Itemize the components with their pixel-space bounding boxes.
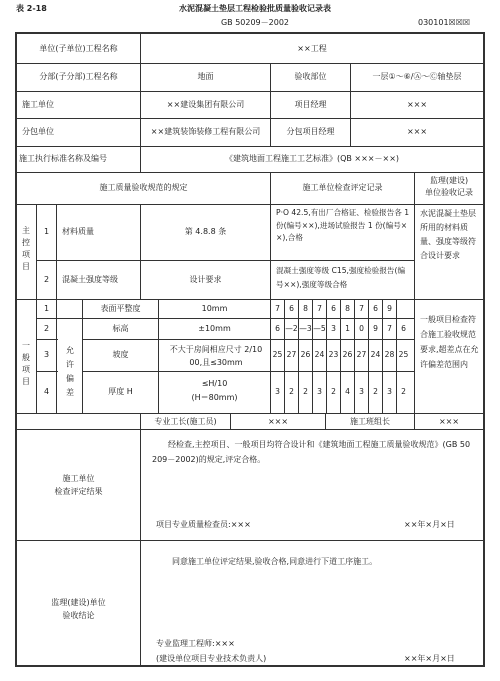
measured-value-cell: 6 — [275, 324, 280, 333]
project-manager-label: 项目经理 — [294, 100, 327, 109]
acceptance-part-value: 一层①～⑥/Ⓐ～Ⓒ轴垫层 — [372, 72, 462, 81]
measured-value-cell: 8 — [345, 304, 350, 313]
sub-project-value: 地面 — [197, 72, 214, 81]
general-row-4-no: 4 — [43, 387, 50, 396]
foreman-label: 专业工长(施工员) — [154, 417, 217, 426]
measured-value-cell: 9 — [387, 304, 392, 313]
measured-value-cell: —3 — [299, 324, 312, 333]
main-control-label: 主控项目 — [22, 226, 30, 271]
supervisor-result-label-line2: 验收结论 — [62, 611, 95, 620]
main-row-2-record: 混凝土强度等级 C15,强度检验报告(编号××),强度等级合格 — [276, 266, 406, 289]
project-manager-value: ××× — [406, 100, 428, 109]
allow-deviation-label: 允许偏差 — [66, 346, 74, 397]
contractor-record-header: 施工单位检查评定记录 — [302, 183, 383, 192]
general-row-4-req: ≤H/10 — [201, 379, 228, 388]
spec-header: 施工质量验收规范的规定 — [99, 183, 188, 192]
general-row-2-item: 标高 — [112, 324, 129, 333]
contractor-result-text: 经检查,主控项目、一般项目均符合设计和《建筑地面工程施工质量验收规范》(GB 50209－2002)的规定,评定合格。 — [152, 440, 471, 464]
measured-value-cell: 7 — [317, 304, 322, 313]
measured-value-cell: 7 — [275, 304, 280, 313]
measured-value-cell: —2 — [285, 324, 298, 333]
measured-value-cell: 24 — [370, 350, 381, 359]
form-code: 030101☒☒☒ — [418, 18, 471, 27]
measured-value-cell: 6 — [331, 304, 336, 313]
main-row-2-req: 设计要求 — [189, 275, 222, 284]
form-title: 水泥混凝土垫层工程检验批质量验收记录表 — [179, 4, 331, 13]
measured-value-cell: 26 — [342, 350, 353, 359]
measured-value-cell: 3 — [275, 387, 280, 396]
sub-project-label: 分部(子分部)工程名称 — [39, 72, 118, 81]
main-supervisor-note: 水泥混凝土垫层所用的材料质量、强度等级符合设计要求 — [420, 209, 476, 260]
measured-value-cell: 7 — [359, 304, 364, 313]
measured-value-cell: 27 — [286, 350, 297, 359]
main-row-1-record: P·O 42.5,有出厂合格证、检验报告各 1 份(编号××),进场试验报告 1 份(编号××),合格 — [276, 208, 410, 242]
general-row-4-req-line2: (H＝80mm) — [191, 393, 238, 402]
measured-value-cell: 24 — [314, 350, 325, 359]
general-row-1-req: 10mm — [201, 304, 228, 313]
owner-tech-lead-note: (建设单位项目专业技术负责人) — [156, 654, 267, 663]
subcontractor-value: ××建筑装饰装修工程有限公司 — [150, 127, 261, 136]
sub-project-manager-value: ××× — [406, 127, 428, 136]
supervisor-result-label: 监理(建设)单位 — [51, 598, 106, 607]
supervisor-record-header: 监理(建设) — [429, 176, 469, 185]
foreman-value: ××× — [267, 417, 289, 426]
measured-value-cell: 25 — [272, 350, 283, 359]
measured-value-cell: 25 — [398, 350, 409, 359]
team-leader-label: 施工班组长 — [350, 417, 390, 426]
general-row-3-req: 不大于房间相应尺寸 2/1000,且≤30mm — [169, 345, 263, 367]
measured-value-cell: 6 — [373, 304, 378, 313]
measured-value-cell: 2 — [373, 387, 378, 396]
exec-standard-value: 《建筑地面工程施工工艺标准》(QB ×××－××) — [224, 154, 400, 163]
measured-value-cell: 2 — [289, 387, 294, 396]
table-number: 表 2-18 — [16, 4, 47, 13]
contractor-label: 施工单位 — [22, 100, 54, 109]
supervisor-record-header-line2: 单位验收记录 — [425, 188, 473, 197]
general-supervisor-note: 一般项目检查符合施工验收规范要求,超差点在允许偏差范围内 — [420, 315, 479, 369]
measured-value-cell: 3 — [359, 387, 364, 396]
measured-value-cell: 6 — [401, 324, 406, 333]
measured-value-cell: 3 — [387, 387, 392, 396]
measured-value-cell: 2 — [303, 387, 308, 396]
standard-number: GB 50209－2002 — [220, 18, 290, 27]
measured-value-cell: 28 — [384, 350, 395, 359]
sub-project-manager-label: 分包项目经理 — [286, 127, 335, 136]
quality-inspector: 项目专业质量检查员:××× — [156, 520, 251, 529]
acceptance-part-label: 验收部位 — [294, 72, 327, 81]
supervising-engineer: 专业监理工程师:××× — [156, 639, 235, 648]
measured-value-cell: 7 — [387, 324, 392, 333]
contractor-result-label-line2: 检查评定结果 — [54, 487, 103, 496]
general-row-4-item: 厚度 H — [108, 387, 133, 396]
supervisor-result-date: ××年×月×日 — [404, 654, 455, 663]
general-row-1-no: 1 — [43, 304, 50, 313]
main-row-1-no: 1 — [43, 227, 50, 236]
measured-value-cell: 26 — [300, 350, 311, 359]
measured-value-cell: 9 — [373, 324, 378, 333]
team-leader-value: ××× — [438, 417, 460, 426]
general-row-3-item: 坡度 — [112, 350, 129, 359]
measured-value-cell: 8 — [303, 304, 308, 313]
general-row-2-no: 2 — [43, 324, 50, 333]
contractor-result-label: 施工单位 — [62, 474, 95, 483]
main-row-2-item: 混凝土强度等级 — [62, 275, 118, 284]
exec-standard-label: 施工执行标准名称及编号 — [19, 154, 107, 163]
measured-value-cell: 0 — [359, 324, 364, 333]
measured-value-cell: —5 — [313, 324, 326, 333]
measured-value-cell: 6 — [289, 304, 294, 313]
measured-value-cell: 3 — [317, 387, 322, 396]
unit-project-value: ××工程 — [297, 44, 327, 53]
subcontractor-label: 分包单位 — [22, 127, 54, 136]
general-row-3-no: 3 — [43, 350, 50, 359]
measured-value-cell: 1 — [345, 324, 350, 333]
general-row-1-item: 表面平整度 — [100, 304, 141, 313]
measured-value-cell: 2 — [401, 387, 406, 396]
measured-value-cell: 3 — [331, 324, 336, 333]
general-label: 一般项目 — [22, 341, 30, 386]
main-row-2-no: 2 — [43, 275, 50, 284]
main-row-1-req: 第 4.8.8 条 — [184, 227, 227, 236]
contractor-value: ××建设集团有限公司 — [166, 100, 245, 109]
measured-value-cell: 23 — [328, 350, 339, 359]
measured-value-cell: 4 — [345, 387, 350, 396]
general-row-2-req: ±10mm — [198, 324, 231, 333]
supervisor-result-text: 同意施工单位评定结果,验收合格,同意进行下道工序施工。 — [172, 557, 378, 566]
measured-value-cell: 2 — [331, 387, 336, 396]
measured-value-cell: 27 — [356, 350, 367, 359]
unit-project-label: 单位(子单位)工程名称 — [39, 44, 118, 53]
main-row-1-item: 材料质量 — [62, 227, 94, 236]
contractor-result-date: ××年×月×日 — [404, 520, 455, 529]
